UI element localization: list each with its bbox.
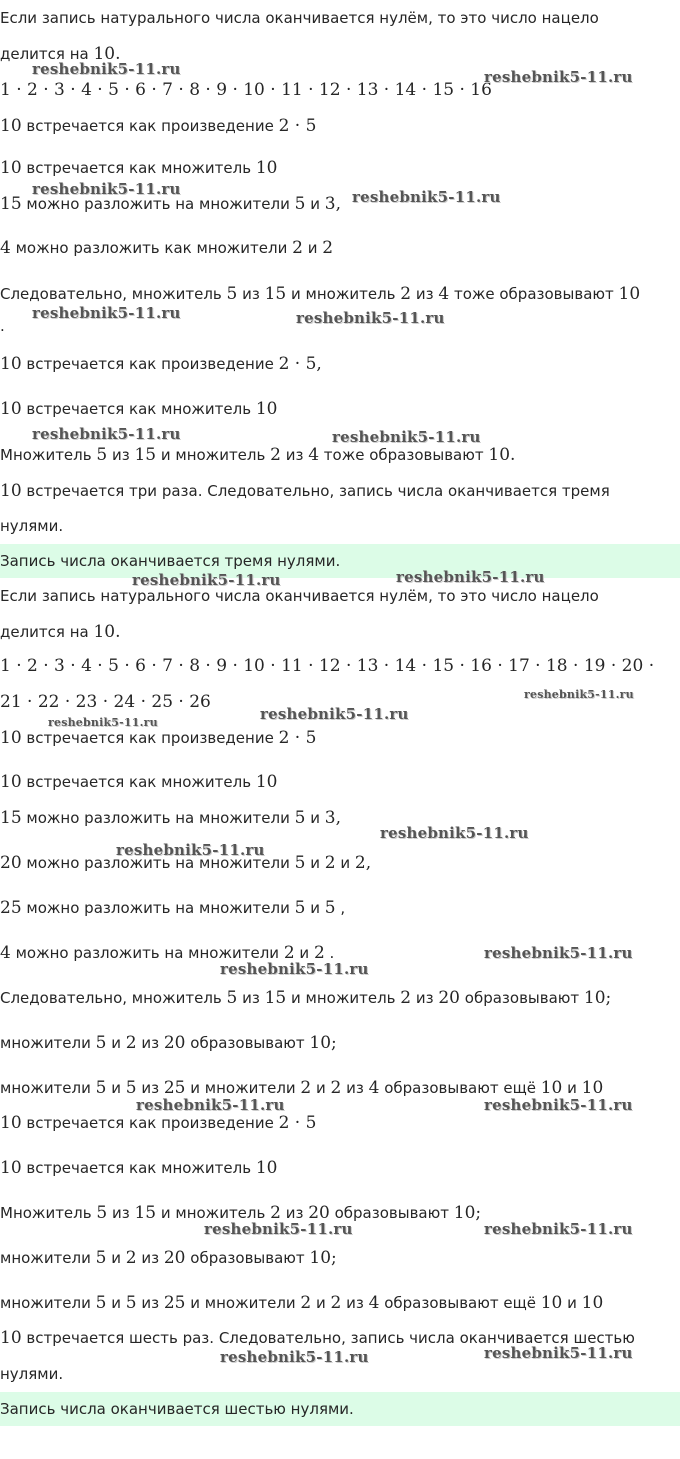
watermark: reshebnik5-11.ru: [332, 428, 481, 446]
watermark: reshebnik5-11.ru: [32, 60, 181, 78]
s1-line7: 10 встречается как множитель 10: [0, 399, 278, 419]
s1-line5-period: .: [0, 317, 5, 335]
s1-line9: 10 встречается три раза. Следовательно, запись числа оканчивается тремя: [0, 481, 610, 501]
watermark: reshebnik5-11.ru: [136, 1096, 285, 1114]
s2-line14: множители 5 и 5 из 25 и множители 2 и 2 из 4 образовывают ещё 10 и 10: [0, 1293, 604, 1313]
watermark: reshebnik5-11.ru: [48, 716, 158, 729]
s1-line2: 10 встречается как множитель 10: [0, 158, 278, 178]
watermark: reshebnik5-11.ru: [220, 960, 369, 978]
s2-intro-line1: Если запись натурального числа оканчивается нулём, то это число нацело: [0, 587, 599, 605]
s2-line3: 15 можно разложить на множители 5 и 3,: [0, 808, 341, 828]
watermark: reshebnik5-11.ru: [380, 824, 529, 842]
watermark: reshebnik5-11.ru: [484, 1344, 633, 1362]
s1-line1: 10 встречается как произведение 2 · 5: [0, 116, 317, 136]
s2-line1: 10 встречается как произведение 2 · 5: [0, 728, 317, 748]
watermark: reshebnik5-11.ru: [204, 1220, 353, 1238]
s2-line4: 20 можно разложить на множители 5 и 2 и 2,: [0, 853, 372, 873]
watermark: reshebnik5-11.ru: [524, 688, 634, 701]
s2-line10: 10 встречается как произведение 2 · 5: [0, 1113, 317, 1133]
s1-line5: Следовательно, множитель 5 из 15 и множитель 2 из 4 тоже образовывают 10: [0, 284, 641, 304]
s1-line3: 15 можно разложить на множители 5 и 3,: [0, 194, 341, 214]
s2-line6: 4 можно разложить на множители 2 и 2 .: [0, 943, 335, 963]
watermark: reshebnik5-11.ru: [32, 180, 181, 198]
s2-line8: множители 5 и 2 из 20 образовывают 10;: [0, 1033, 337, 1053]
watermark: reshebnik5-11.ru: [32, 425, 181, 443]
watermark: reshebnik5-11.ru: [396, 568, 545, 586]
s1-intro-line2: делится на 10.: [0, 44, 121, 64]
s1-line8: Множитель 5 из 15 и множитель 2 из 4 тоже образовывают 10.: [0, 445, 516, 465]
watermark: reshebnik5-11.ru: [132, 571, 281, 589]
s2-line15-cont: нулями.: [0, 1365, 64, 1383]
watermark: reshebnik5-11.ru: [260, 705, 409, 723]
watermark: reshebnik5-11.ru: [116, 841, 265, 859]
watermark: reshebnik5-11.ru: [484, 1096, 633, 1114]
watermark: reshebnik5-11.ru: [352, 188, 501, 206]
s2-line5: 25 можно разложить на множители 5 и 5 ,: [0, 898, 346, 918]
s1-line9-cont: нулями.: [0, 517, 64, 535]
s1-intro-line1: Если запись натурального числа оканчивается нулём, то это число нацело: [0, 9, 599, 27]
s1-answer: Запись числа оканчивается тремя нулями.: [0, 544, 680, 578]
watermark: reshebnik5-11.ru: [484, 1220, 633, 1238]
s2-product-line2: 21 · 22 · 23 · 24 · 25 · 26: [0, 692, 211, 712]
watermark: reshebnik5-11.ru: [32, 304, 181, 322]
s2-line15: 10 встречается шесть раз. Следовательно, запись числа оканчивается шестью: [0, 1328, 635, 1348]
s2-line2: 10 встречается как множитель 10: [0, 772, 278, 792]
s2-answer: Запись числа оканчивается шестью нулями.: [0, 1392, 680, 1426]
s1-line4: 4 можно разложить как множители 2 и 2: [0, 238, 334, 258]
s1-line6: 10 встречается как произведение 2 · 5,: [0, 354, 322, 374]
s2-line11: 10 встречается как множитель 10: [0, 1158, 278, 1178]
watermark: reshebnik5-11.ru: [484, 944, 633, 962]
s1-product: 1 · 2 · 3 · 4 · 5 · 6 · 7 · 8 · 9 · 10 · 11 · 12 · 13 · 14 · 15 · 16: [0, 80, 492, 100]
s2-line13: множители 5 и 2 из 20 образовывают 10;: [0, 1248, 337, 1268]
s2-line12: Множитель 5 из 15 и множитель 2 из 20 образовывают 10;: [0, 1203, 482, 1223]
watermark: reshebnik5-11.ru: [296, 309, 445, 327]
watermark: reshebnik5-11.ru: [220, 1348, 369, 1366]
s2-line9: множители 5 и 5 из 25 и множители 2 и 2 из 4 образовывают ещё 10 и 10: [0, 1078, 604, 1098]
s2-product-line1: 1 · 2 · 3 · 4 · 5 · 6 · 7 · 8 · 9 · 10 · 11 · 12 · 13 · 14 · 15 · 16 · 17 · 18 · 19 · 20 ·: [0, 656, 655, 676]
s2-line7: Следовательно, множитель 5 из 15 и множитель 2 из 20 образовывают 10;: [0, 988, 612, 1008]
s2-intro-line2: делится на 10.: [0, 622, 121, 642]
watermark: reshebnik5-11.ru: [484, 68, 633, 86]
